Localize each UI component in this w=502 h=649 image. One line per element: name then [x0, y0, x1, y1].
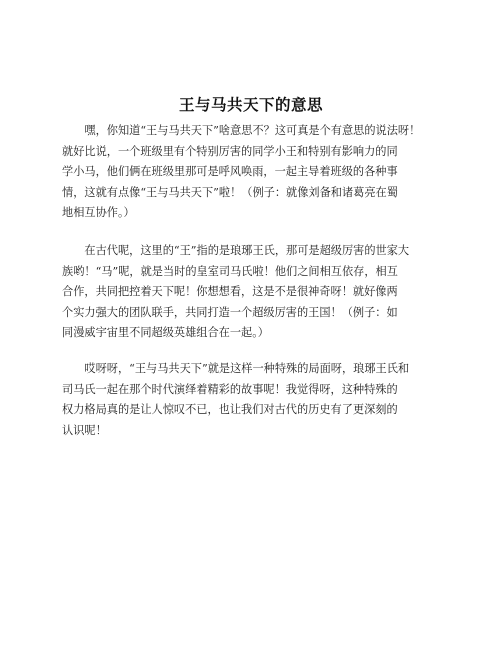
paragraph-line: 学小马，他们俩在班级里那可是呼风唤雨，一起主导着班级的各种事: [62, 165, 398, 178]
paragraph-line: 地相互协作。）: [62, 206, 135, 219]
paragraph-line: 权力格局真的是让人惊叹不已，也让我们对古代的历史有了更深刻的: [62, 403, 398, 416]
paragraph-line: 个实力强大的团队联手，共同打造一个超级厉害的王国！（例子：如: [62, 305, 398, 319]
paragraph-line: 哎呀呀，“王与马共天下”就是这样一种特殊的局面呀，琅琊王氏和: [62, 362, 410, 375]
paragraph-line: 就好比说，一个班级里有个特别厉害的同学小王和特别有影响力的同: [62, 144, 398, 158]
document-title: 王与马共天下的意思: [178, 96, 323, 114]
paragraph-1: [62, 121, 442, 224]
paragraph-line: 合作，共同把控着天下呢！你想想看，这是不是很神奇呀！就好像两: [62, 285, 398, 298]
paragraph-line: 嘿，你知道“王与马共天下”啥意思不？这可真是个有意思的说法呀！: [62, 124, 421, 137]
paragraph-line: 在古代呢，这里的“王”指的是琅琊王氏，那可是超级厉害的世家大: [62, 244, 410, 257]
paragraph-line: 司马氏一起在那个时代演绎着精彩的故事呢！我觉得呀，这种特殊的: [62, 382, 398, 396]
paragraph-line: 族哟！“马”呢，就是当时的皇室司马氏啦！他们之间相互依存，相互: [62, 264, 398, 278]
paragraph-2: [62, 241, 442, 344]
paragraph-line: 认识呢！: [62, 423, 107, 437]
paragraph-3: [62, 359, 442, 441]
paragraph-line: 情，这就有点像“王与马共天下”啦！（例子：就像刘备和诸葛亮在蜀: [62, 185, 398, 199]
paragraph-line: 同漫威宇宙里不同超级英雄组合在一起。）: [62, 326, 269, 339]
